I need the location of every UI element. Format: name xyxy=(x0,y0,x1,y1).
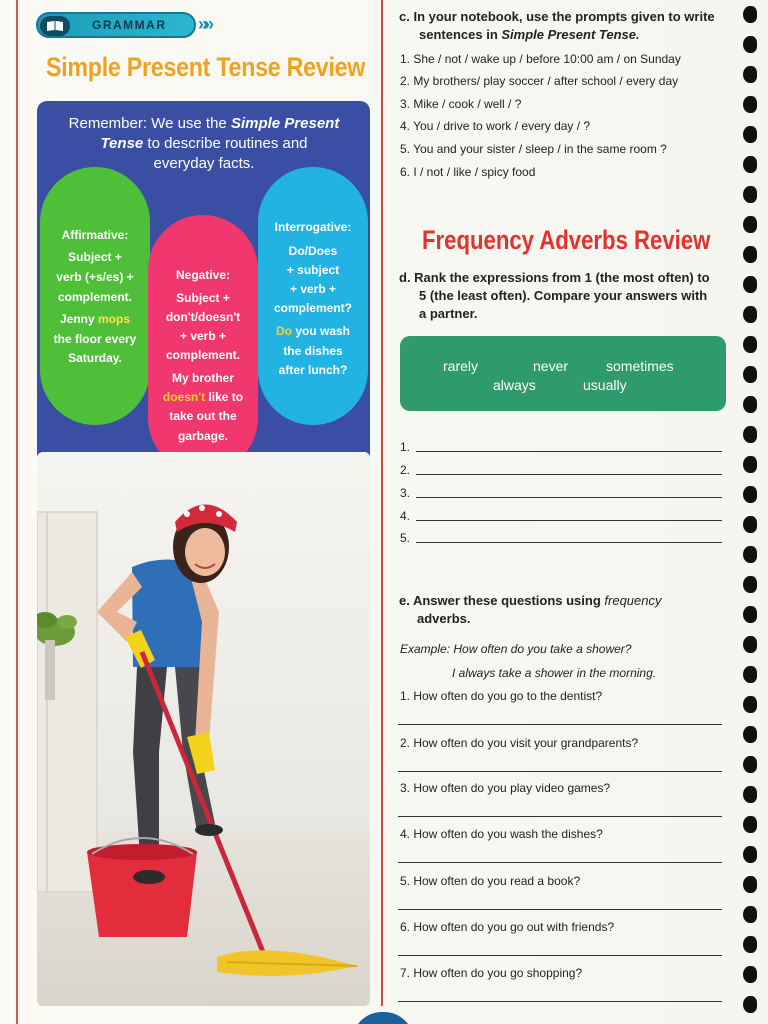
prompt-item: 5. You and your sister / sleep / in the same room ? xyxy=(400,142,667,156)
spiral-ring xyxy=(743,846,757,863)
spiral-ring xyxy=(743,516,757,533)
negative-example-line: garbage. xyxy=(177,429,228,443)
negative-title: Negative: xyxy=(175,268,231,282)
left-page-title: Simple Present Tense Review xyxy=(46,52,366,82)
rank-answer-line[interactable] xyxy=(416,497,722,498)
section-e-heading-line: adverbs. xyxy=(417,611,471,626)
affirmative-title: Affirmative: xyxy=(61,228,129,242)
answer-line[interactable] xyxy=(398,909,722,910)
question-item: 7. How often do you go shopping? xyxy=(400,966,583,980)
rank-answer-line[interactable] xyxy=(416,542,722,543)
rank-answer-line[interactable] xyxy=(416,520,722,521)
spiral-ring xyxy=(743,456,757,473)
section-d-heading-line: d. Rank the expressions from 1 (the most often) to xyxy=(399,270,710,285)
frequency-adverbs-title: Frequency Adverbs Review xyxy=(422,225,711,255)
prompt-item: 4. You / drive to work / every day / ? xyxy=(400,119,591,133)
interrogative-pill xyxy=(258,167,368,425)
interrogative-example: Do you wash xyxy=(275,324,350,338)
word-always: always xyxy=(493,377,536,393)
question-item: 6. How often do you go out with friends? xyxy=(400,920,615,934)
adverb-word-bank xyxy=(400,336,726,411)
word-sometimes: sometimes xyxy=(606,358,674,374)
question-item: 5. How often do you read a book? xyxy=(400,874,581,888)
word-never: never xyxy=(533,358,569,374)
prompt-item: 2. My brothers/ play soccer / after school / every day xyxy=(400,74,679,88)
spiral-ring xyxy=(743,66,757,83)
rank-answer-line[interactable] xyxy=(416,474,722,475)
answer-line[interactable] xyxy=(398,955,722,956)
affirmative-example-line: the floor every xyxy=(53,332,137,346)
negative-rule-line: + verb + xyxy=(179,329,227,343)
grammar-pill xyxy=(36,12,196,38)
cleaning-photo xyxy=(37,452,370,1006)
prompt-item: 3. Mike / cook / well / ? xyxy=(400,97,522,111)
interrogative-rule-line: Do/Does xyxy=(288,244,338,258)
spiral-ring xyxy=(743,366,757,383)
spiral-ring xyxy=(743,396,757,413)
prompt-item: 1. She / not / wake up / before 10:00 am / on Sunday xyxy=(400,52,681,66)
question-item: 2. How often do you visit your grandparents? xyxy=(400,736,639,750)
section-e-heading-line: e. Answer these questions using frequency xyxy=(399,593,662,608)
negative-pill xyxy=(148,215,258,473)
interrogative-rule-line: complement? xyxy=(273,301,352,315)
affirmative-example: Jenny mops xyxy=(59,312,131,326)
spiral-ring xyxy=(743,816,757,833)
affirmative-rule-line: verb (+s/es) + xyxy=(56,270,134,284)
rank-number: 4. xyxy=(400,509,411,523)
spiral-ring xyxy=(743,666,757,683)
interrogative-example-line: after lunch? xyxy=(278,363,348,377)
spiral-ring xyxy=(743,276,757,293)
section-d-heading-line: 5 (the least often). Compare your answers with xyxy=(419,288,708,303)
affirmative-rule-line: Subject + xyxy=(68,250,122,264)
word-usually: usually xyxy=(583,377,627,393)
rank-answer-line[interactable] xyxy=(416,451,722,452)
spiral-ring xyxy=(743,426,757,443)
spiral-ring xyxy=(743,996,757,1013)
spiral-ring xyxy=(743,906,757,923)
spiral-ring xyxy=(743,216,757,233)
negative-example-line: My brother xyxy=(171,371,234,385)
woman-mopping-illustration xyxy=(37,452,370,1006)
example-answer: I always take a shower in the morning. xyxy=(452,666,657,680)
remember-note: Remember: We use the Simple Present Tense to describe routines and everyday facts. xyxy=(68,115,340,172)
question-item: 4. How often do you wash the dishes? xyxy=(400,827,603,841)
interrogative-rule-line: + subject xyxy=(286,263,340,277)
page-number-tab xyxy=(352,1012,414,1024)
spiral-ring xyxy=(743,306,757,323)
left-margin-line xyxy=(16,0,18,1024)
spiral-ring xyxy=(743,6,757,23)
spiral-ring xyxy=(743,156,757,173)
spiral-ring xyxy=(743,696,757,713)
column-divider xyxy=(381,0,383,1006)
spiral-ring xyxy=(743,96,757,113)
spiral-ring xyxy=(743,186,757,203)
answer-line[interactable] xyxy=(398,862,722,863)
answer-line[interactable] xyxy=(398,724,722,725)
book-icon xyxy=(40,16,70,36)
negative-rule-line: don't/doesn't xyxy=(165,310,241,324)
interrogative-example-line: the dishes xyxy=(283,344,343,358)
spiral-ring xyxy=(743,756,757,773)
spiral-ring xyxy=(743,936,757,953)
spiral-ring xyxy=(743,546,757,563)
section-c-heading-line: c. In your notebook, use the prompts given to write xyxy=(399,9,715,24)
word-rarely: rarely xyxy=(443,358,479,374)
question-item: 1. How often do you go to the dentist? xyxy=(400,689,603,703)
prompt-item: 6. I / not / like / spicy food xyxy=(400,165,536,179)
spiral-ring xyxy=(743,336,757,353)
affirmative-example-line: Saturday. xyxy=(68,351,122,365)
spiral-ring xyxy=(743,126,757,143)
rank-number: 3. xyxy=(400,486,411,500)
negative-example: doesn't like to xyxy=(162,390,244,404)
section-e-heading xyxy=(399,592,729,628)
spiral-ring xyxy=(743,786,757,803)
section-d-heading xyxy=(399,269,710,323)
spiral-ring xyxy=(743,246,757,263)
answer-line[interactable] xyxy=(398,771,722,772)
spiral-ring xyxy=(743,726,757,743)
spiral-ring xyxy=(743,606,757,623)
interrogative-rule-line: + verb + xyxy=(289,282,337,296)
negative-rule-line: complement. xyxy=(165,348,240,362)
negative-example-line: take out the xyxy=(169,409,237,423)
example-question: Example: How often do you take a shower? xyxy=(400,642,632,656)
spiral-ring xyxy=(743,486,757,503)
spiral-ring xyxy=(743,636,757,653)
rank-number: 5. xyxy=(400,531,411,545)
section-c-heading-line: sentences in Simple Present Tense. xyxy=(419,27,640,42)
spiral-ring xyxy=(743,576,757,593)
section-c-heading xyxy=(399,8,715,44)
answer-line[interactable] xyxy=(398,816,722,817)
grammar-badge xyxy=(36,12,211,38)
affirmative-rule-line: complement. xyxy=(57,290,132,304)
answer-line[interactable] xyxy=(398,1001,722,1002)
rank-number: 2. xyxy=(400,463,411,477)
grammar-label: GRAMMAR xyxy=(92,18,167,32)
spiral-ring xyxy=(743,36,757,53)
interrogative-title: Interrogative: xyxy=(274,220,352,234)
negative-rule-line: Subject + xyxy=(176,291,230,305)
question-item: 3. How often do you play video games? xyxy=(400,781,611,795)
spiral-ring xyxy=(743,966,757,983)
rank-number: 1. xyxy=(400,440,411,454)
affirmative-pill xyxy=(40,167,150,425)
spiral-ring xyxy=(743,876,757,893)
chevron-right-icon: »» xyxy=(198,14,211,34)
section-d-heading-line: a partner. xyxy=(419,306,478,321)
